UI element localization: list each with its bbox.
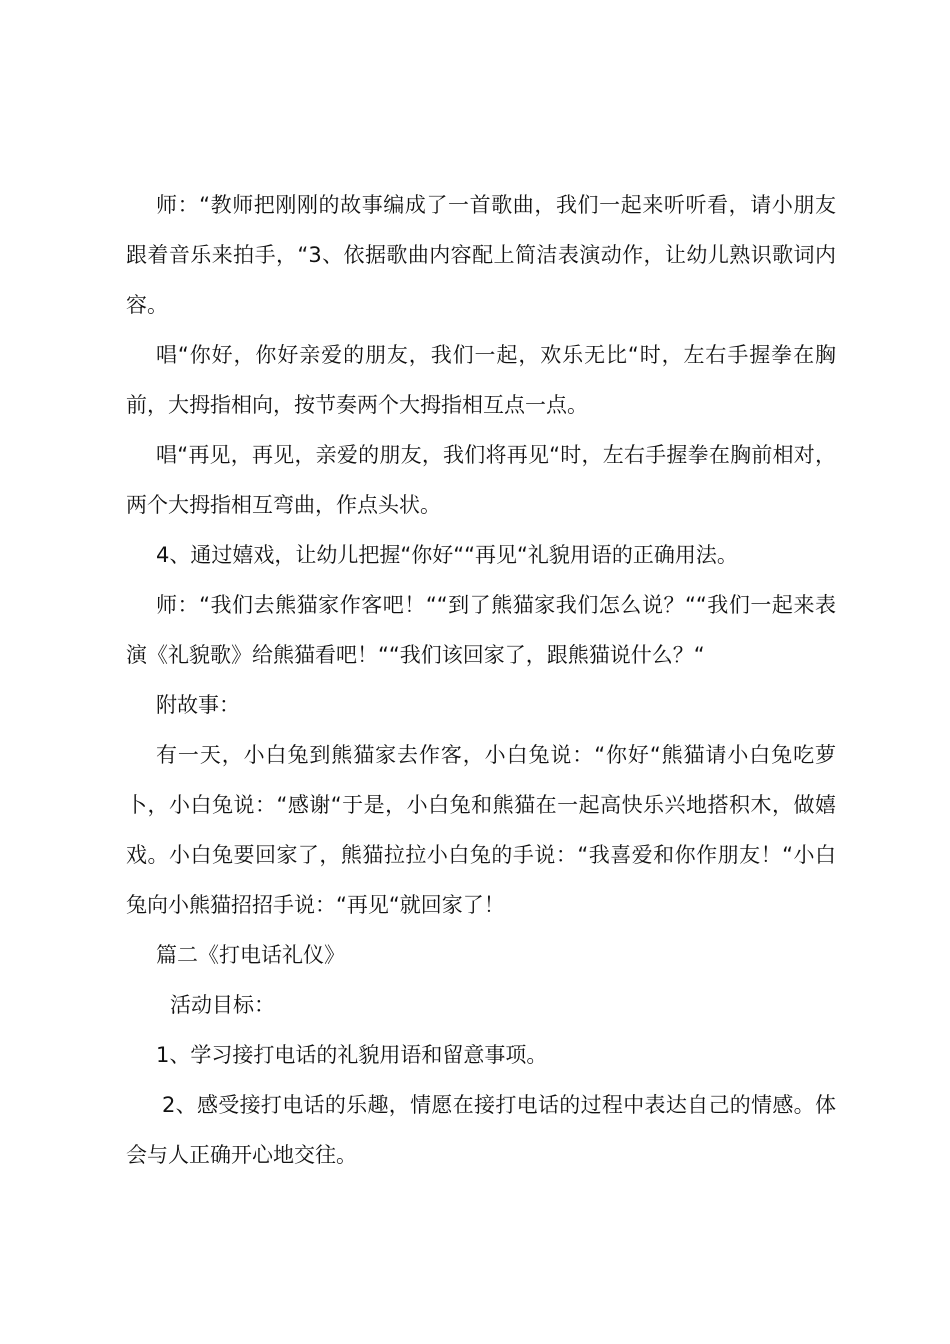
paragraph-7: 有一天，小白兔到熊猫家去作客，小白兔说：“你好“熊猫请小白兔吃萝卜，小白兔说：“感谢“于是，小白兔和熊猫在一起高快乐兴地搭积木，做嬉戏。小白兔要回家了，熊猫拉拉小白兔的手说：“我喜爱和你作朋友！“小白兔向小熊猫招招手说：“再见“就回家了！ (126, 743, 836, 917)
paragraph-3: 唱“再见，再见，亲爱的朋友，我们将再见“时，左右手握拳在胸前相对，两个大拇指相互弯曲，作点头状。 (126, 443, 836, 517)
document-body (126, 180, 836, 1180)
objective-2: 2、感受接打电话的乐趣，情愿在接打电话的过程中表达自己的情感。体会与人正确开心地交往。 (126, 1093, 836, 1167)
paragraph-4: 4、通过嬉戏，让幼儿把握“你好““再见“礼貌用语的正确用法。 (156, 543, 738, 567)
paragraph-1: 师：“教师把刚刚的故事编成了一首歌曲，我们一起来听听看，请小朋友跟着音乐来拍手，“3、依据歌曲内容配上简洁表演动作，让幼儿熟识歌词内容。 (126, 193, 836, 317)
section-heading: 篇二《打电话礼仪》 (156, 943, 345, 967)
paragraph-2: 唱“你好，你好亲爱的朋友，我们一起，欢乐无比“时，左右手握拳在胸前，大拇指相向，按节奏两个大拇指相互点一点。 (126, 343, 836, 417)
objective-1: 1、学习接打电话的礼貌用语和留意事项。 (156, 1043, 548, 1067)
objectives-heading: 活动目标： (170, 993, 275, 1017)
paragraph-5: 师：“我们去熊猫家作客吧！““到了熊猫家我们怎么说？““我们一起来表演《礼貌歌》给熊猫看吧！““我们该回家了，跟熊猫说什么？“ (126, 593, 836, 667)
paragraph-6: 附故事： (156, 693, 240, 717)
